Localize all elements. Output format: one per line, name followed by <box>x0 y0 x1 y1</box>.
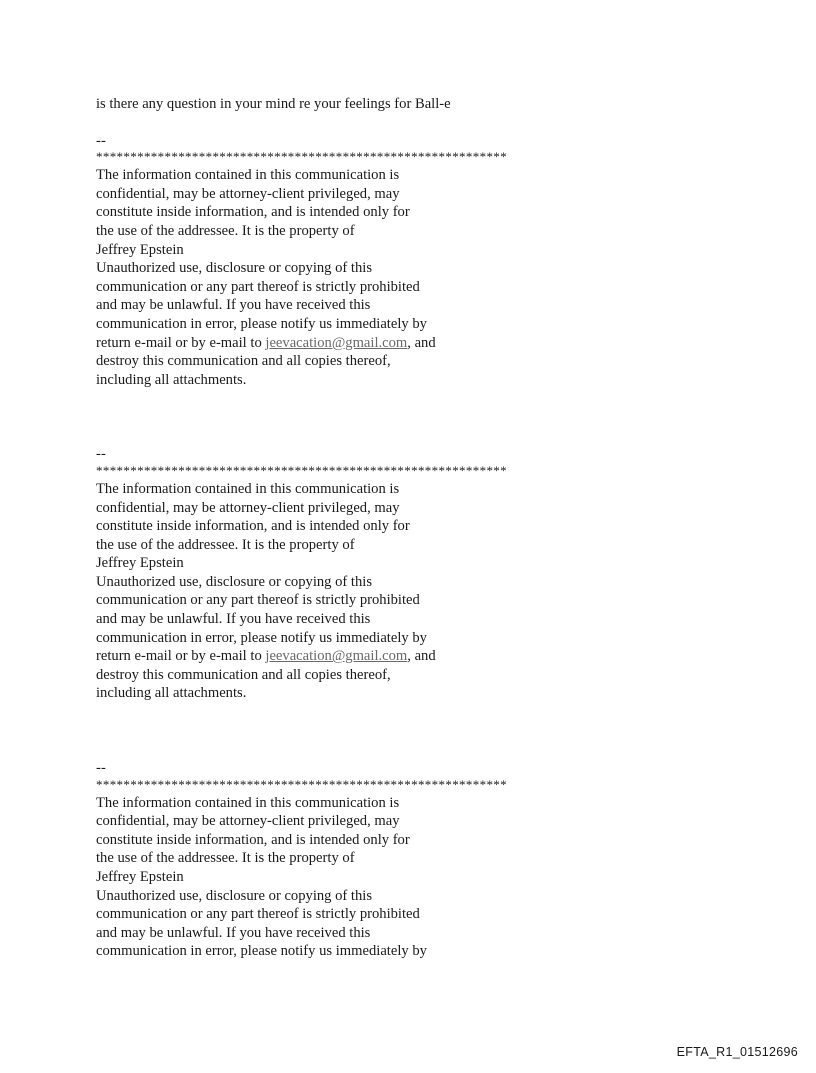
disclaimer-line: destroy this communication and all copies thereof, <box>96 353 391 370</box>
disclaimer-line: confidential, may be attorney-client privileged, may <box>96 813 400 830</box>
disclaimer-line: constitute inside information, and is intended only for <box>96 204 410 221</box>
disclaimer-line: communication or any part thereof is strictly prohibited <box>96 278 420 295</box>
signature-separator: -- <box>96 760 107 777</box>
disclaimer-line: communication or any part thereof is strictly prohibited <box>96 592 420 609</box>
disclaimer-line: and may be unlawful. If you have received this <box>96 611 371 628</box>
disclaimer-block <box>96 759 716 961</box>
email-link[interactable]: jeevacation@gmail.com <box>265 648 408 665</box>
disclaimer-block <box>96 445 716 703</box>
disclaimer-line: and may be unlawful. If you have received this <box>96 297 371 314</box>
disclaimer-line: communication in error, please notify us immediately by <box>96 943 427 960</box>
disclaimer-line: including all attachments. <box>96 371 247 388</box>
disclaimer-line: The information contained in this communication is <box>96 167 400 184</box>
email-body <box>96 95 716 961</box>
disclaimer-line: The information contained in this communication is <box>96 480 400 497</box>
disclaimer-line: Jeffrey Epstein <box>96 555 184 572</box>
disclaimer-line: and may be unlawful. If you have received this <box>96 924 371 941</box>
disclaimer-line: communication in error, please notify us immediately by <box>96 315 427 332</box>
disclaimer-line: the use of the addressee. It is the property of <box>96 536 355 553</box>
disclaimer-line: Unauthorized use, disclosure or copying of this <box>96 887 373 904</box>
asterisk-rule: ************************************************************ <box>96 150 507 165</box>
disclaimer-block <box>96 132 716 390</box>
email-link[interactable]: jeevacation@gmail.com <box>265 334 408 351</box>
signature-separator: -- <box>96 132 107 149</box>
disclaimer-line: confidential, may be attorney-client privileged, may <box>96 185 400 202</box>
disclaimer-line: The information contained in this communication is <box>96 794 400 811</box>
asterisk-rule: ************************************************************ <box>96 777 507 792</box>
intro-line: is there any question in your mind re your feelings for Ball-e <box>96 96 451 112</box>
link-line-suffix: , and <box>407 648 436 665</box>
disclaimer-link-line <box>96 647 716 666</box>
signature-separator: -- <box>96 446 107 463</box>
disclaimer-line: Jeffrey Epstein <box>96 241 184 258</box>
disclaimer-line: confidential, may be attorney-client privileged, may <box>96 499 400 516</box>
link-line-prefix: return e-mail or by e-mail to <box>96 648 266 665</box>
link-line-suffix: , and <box>407 334 436 351</box>
disclaimer-line: destroy this communication and all copies thereof, <box>96 666 391 683</box>
disclaimer-line: including all attachments. <box>96 685 247 702</box>
disclaimer-line: communication or any part thereof is strictly prohibited <box>96 906 420 923</box>
disclaimer-line: Unauthorized use, disclosure or copying of this <box>96 573 373 590</box>
disclaimer-line: Jeffrey Epstein <box>96 869 184 885</box>
link-line-prefix: return e-mail or by e-mail to <box>96 334 266 351</box>
disclaimer-line: the use of the addressee. It is the property of <box>96 222 355 239</box>
disclaimer-link-line <box>96 334 716 353</box>
disclaimer-line: communication in error, please notify us immediately by <box>96 629 427 646</box>
disclaimer-line: Unauthorized use, disclosure or copying of this <box>96 260 373 277</box>
disclaimer-line: the use of the addressee. It is the property of <box>96 850 355 867</box>
asterisk-rule: ************************************************************ <box>96 463 507 478</box>
document-id-stamp: EFTA_R1_01512696 <box>676 1045 798 1059</box>
disclaimer-line: constitute inside information, and is intended only for <box>96 518 410 535</box>
disclaimer-line: constitute inside information, and is intended only for <box>96 831 410 848</box>
